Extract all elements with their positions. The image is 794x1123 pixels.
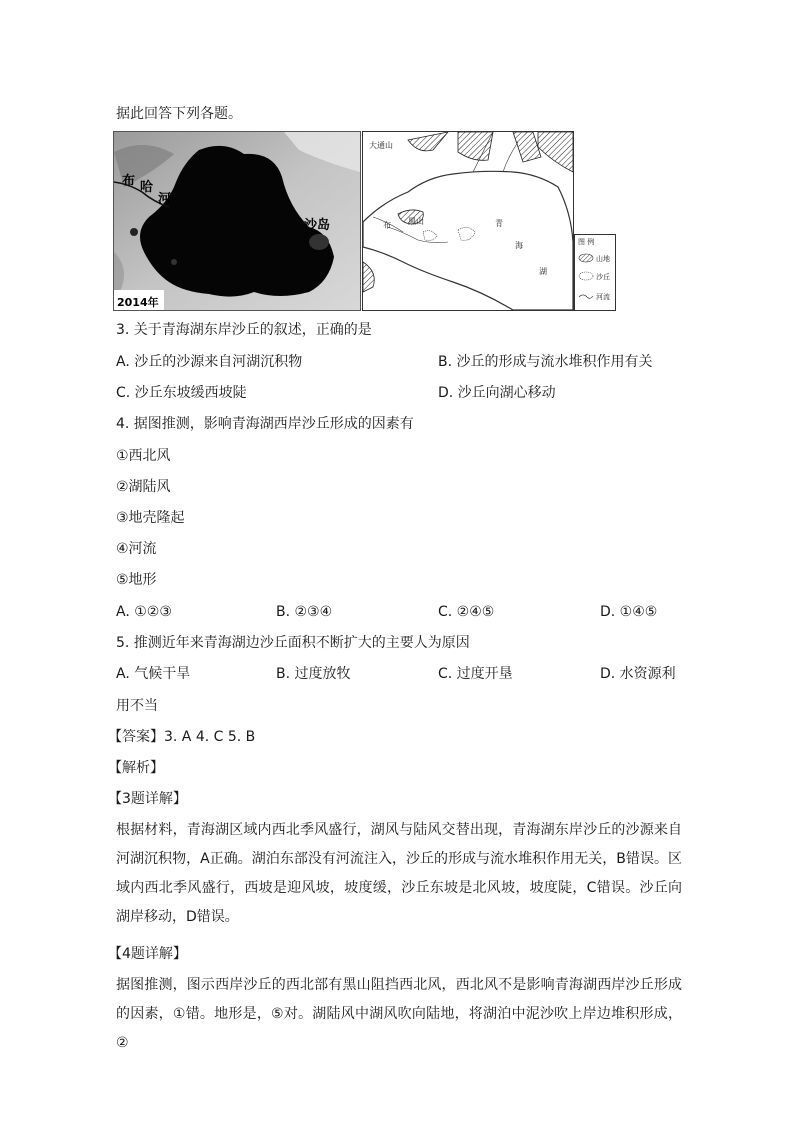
q4-option-d: D. ①④⑤ (600, 604, 658, 620)
q3-option-d: D. 沙丘向湖心移动 (438, 385, 556, 401)
q4-item-5: ⑤地形 (116, 572, 157, 588)
legend-river: 河流 (596, 293, 610, 301)
q3-option-c: C. 沙丘东坡缓西坡陡 (116, 385, 247, 401)
q4-detail-heading: 【4题详解】 (108, 946, 187, 962)
q4-item-3: ③地壳隆起 (116, 510, 185, 526)
q3-option-a: A. 沙丘的沙源来自河湖沉积物 (116, 354, 303, 370)
map-graphic (363, 132, 573, 310)
label-year: 2014年 (117, 296, 159, 309)
q4-item-4: ④河流 (116, 541, 157, 557)
analysis-heading: 【解析】 (108, 760, 164, 776)
q5-option-a: A. 气候干旱 (116, 666, 191, 682)
label-ha: 哈 (140, 180, 154, 195)
q4-detail-text: 据图推测，图示西岸沙丘的西北部有黑山阻挡西北风，西北风不是影响青海湖西岸沙丘形成的因素，①错。地形是，⑤对。湖陆风中湖风吹向陆地，将湖泊中泥沙吹上岸边堆积形成，② (116, 977, 682, 1051)
q4-item-1: ①西北风 (116, 448, 171, 464)
q3-detail-text: 根据材料，青海湖区域内西北季风盛行，湖风与陆风交替出现，青海湖东岸沙丘的沙源来自河湖沉积物，A正确。湖泊东部没有河流注入，沙丘的形成与流水堆积作用无关，B错误。区域内西北季风盛行，西坡是迎风坡，坡度缓，沙丘东坡是北风坡，坡度陡，C错误。沙丘向湖岸移动，D错误。 (116, 822, 682, 925)
label-shadao: 沙岛 (304, 218, 331, 233)
q5-option-d: D. 水资源利 (600, 666, 676, 682)
label-map-bu: 布 (383, 221, 391, 230)
intro-text: 据此回答下列各题。 (116, 106, 242, 122)
label-qing: 青 (495, 219, 503, 228)
answer-line: 【答案】3. A 4. C 5. B (108, 729, 256, 745)
label-datongshan: 大通山 (369, 141, 393, 150)
legend-mountain: 山地 (596, 255, 610, 263)
label-hai: 海 (515, 241, 523, 250)
q5-option-d-continued: 用不当 (116, 698, 158, 714)
q3-option-b: B. 沙丘的形成与流水堆积作用有关 (438, 354, 653, 370)
label-heishan: 黑山 (408, 217, 424, 226)
q4-option-c: C. ②④⑤ (438, 604, 495, 620)
q3-stem: 3. 关于青海湖东岸沙丘的叙述，正确的是 (116, 322, 372, 338)
satellite-image (113, 131, 361, 311)
legend-title: 图 例 (578, 238, 595, 246)
label-he: 河 (158, 192, 172, 207)
q5-option-b: B. 过度放牧 (276, 666, 351, 682)
label-bu: 布 (122, 174, 136, 189)
label-hu: 湖 (539, 267, 547, 276)
legend-symbols (578, 253, 594, 305)
q5-option-c: C. 过度开垦 (438, 666, 513, 682)
q4-option-b: B. ②③④ (276, 604, 333, 620)
q4-stem: 4. 据图推测，影响青海湖西岸沙丘形成的因素有 (116, 416, 414, 432)
sketch-map (362, 131, 574, 311)
q3-detail-heading: 【3题详解】 (108, 791, 187, 807)
map-legend (574, 234, 616, 311)
q4-item-2: ②湖陆风 (116, 479, 171, 495)
legend-dune: 沙丘 (596, 273, 610, 281)
q4-option-a: A. ①②③ (116, 604, 172, 620)
q5-stem: 5. 推测近年来青海湖边沙丘面积不断扩大的主要人为原因 (116, 635, 470, 651)
